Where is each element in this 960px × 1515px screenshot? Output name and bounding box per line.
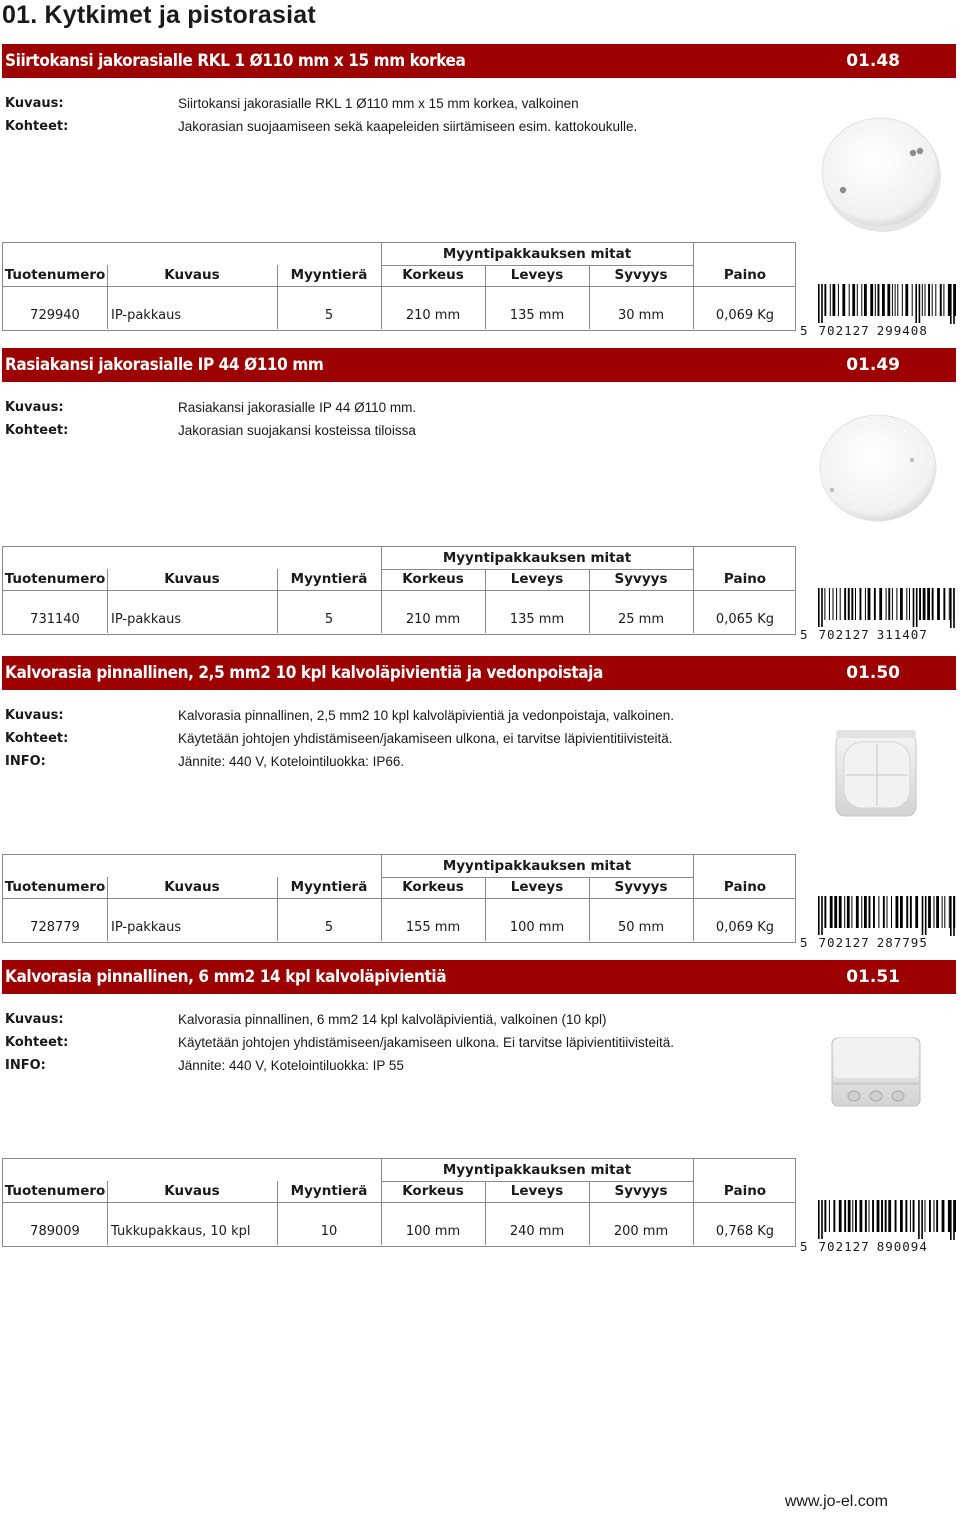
header-korkeus: Korkeus — [402, 571, 464, 587]
header-syvyys: Syvyys — [614, 1183, 668, 1199]
header-myyntiera: Myyntierä — [290, 571, 368, 587]
section-title: Kalvorasia pinnallinen, 6 mm2 14 kpl kalvoläpivientiä — [5, 967, 447, 987]
header-divider — [589, 265, 590, 287]
cell-divider — [485, 591, 486, 633]
cell-myyntiera: 5 — [324, 920, 334, 935]
info-row-kuvaus — [5, 704, 674, 727]
barcode-left-digits: 702127 — [818, 627, 870, 642]
header-divider — [485, 1181, 486, 1203]
cell-divider — [107, 591, 108, 633]
cell-leveys: 100 mm — [509, 920, 565, 935]
header-myyntiera: Myyntierä — [290, 1183, 368, 1199]
spec-header — [2, 242, 796, 287]
cell-divider — [277, 1203, 278, 1245]
cell-divider — [277, 591, 278, 633]
barcode-right-digits: 299408 — [876, 323, 928, 338]
cell-leveys: 135 mm — [509, 308, 565, 323]
cell-divider — [485, 1203, 486, 1245]
header-leveys: Leveys — [510, 571, 564, 587]
info-value-info: Jännite: 440 V, Kotelointiluokka: IP66. — [178, 754, 405, 769]
footer-url[interactable]: www.jo-el.com — [784, 1493, 888, 1510]
header-tuotenumero: Tuotenumero — [4, 879, 106, 895]
header-tuotenumero: Tuotenumero — [4, 1183, 106, 1199]
section-code: 01.49 — [846, 355, 900, 375]
cell-myyntiera: 5 — [324, 612, 334, 627]
info-row-info — [5, 1054, 674, 1077]
barcode-digits — [800, 627, 929, 642]
barcode-right-digits: 890094 — [876, 1239, 928, 1254]
header-paino: Paino — [723, 879, 767, 895]
header-divider — [107, 877, 108, 899]
info-row-kohteet — [5, 1031, 674, 1054]
square-junction-box-with-knockouts-image — [800, 1008, 958, 1160]
header-divider — [693, 1159, 694, 1203]
header-kuvaus: Kuvaus — [164, 571, 220, 587]
barcode-digits — [800, 1239, 929, 1254]
info-row-kohteet — [5, 115, 637, 138]
cell-paino: 0,069 Kg — [715, 920, 775, 935]
header-divider — [277, 265, 278, 287]
barcode — [800, 896, 956, 948]
header-divider — [107, 265, 108, 287]
header-group-label: Myyntipakkauksen mitat — [442, 858, 632, 874]
header-kuvaus: Kuvaus — [164, 1183, 220, 1199]
info-label-info: INFO: — [5, 754, 46, 769]
cell-syvyys: 200 mm — [613, 1224, 669, 1239]
page-title: 01. Kytkimet ja pistorasiat — [2, 1, 316, 29]
spec-table — [2, 546, 796, 634]
barcode-bars — [800, 1200, 956, 1240]
cell-leveys: 135 mm — [509, 612, 565, 627]
section-title: Siirtokansi jakorasialle RKL 1 Ø110 mm x 15 mm korkea — [5, 51, 466, 71]
header-divider — [693, 243, 694, 287]
header-divider — [485, 265, 486, 287]
barcode-lead-digit: 5 — [800, 323, 809, 338]
barcode-right-digits: 311407 — [876, 627, 928, 642]
header-kuvaus: Kuvaus — [164, 879, 220, 895]
cell-divider — [381, 899, 382, 941]
info-label-info: INFO: — [5, 1058, 46, 1073]
section-code: 01.51 — [846, 967, 900, 987]
square-junction-box-with-cross-image — [800, 710, 958, 862]
section-code: 01.50 — [846, 663, 900, 683]
section-title: Kalvorasia pinnallinen, 2,5 mm2 10 kpl kalvoläpivientiä ja vedonpoistaja — [5, 663, 603, 683]
product-image — [800, 92, 958, 244]
header-divider — [107, 1181, 108, 1203]
header-syvyys: Syvyys — [614, 879, 668, 895]
product-section — [0, 44, 960, 344]
cell-divider — [589, 1203, 590, 1245]
cell-myyntiera: 5 — [324, 308, 334, 323]
cell-divider — [277, 899, 278, 941]
header-kuvaus: Kuvaus — [164, 267, 220, 283]
header-syvyys: Syvyys — [614, 267, 668, 283]
header-group-label: Myyntipakkauksen mitat — [442, 1162, 632, 1178]
cell-kuvaus: Tukkupakkaus, 10 kpl — [111, 1224, 251, 1239]
cell-divider — [693, 1203, 694, 1245]
header-divider — [589, 1181, 590, 1203]
header-divider — [485, 877, 486, 899]
header-divider — [589, 569, 590, 591]
cell-tuotenumero: 789009 — [30, 1224, 80, 1239]
info-value-kuvaus: Kalvorasia pinnallinen, 2,5 mm2 10 kpl kalvoläpivientiä ja vedonpoistaja, valkoinen. — [178, 708, 675, 723]
section-code: 01.48 — [846, 51, 900, 71]
header-myyntiera: Myyntierä — [290, 267, 368, 283]
cell-korkeus: 210 mm — [405, 612, 461, 627]
barcode-lead-digit: 5 — [800, 627, 809, 642]
cell-divider — [381, 591, 382, 633]
section-header — [2, 348, 956, 382]
info-value-kohteet: Käytetään johtojen yhdistämiseen/jakamiseen ulkona, ei tarvitse läpivientitiivisteitä. — [178, 731, 673, 746]
cell-divider — [107, 287, 108, 329]
cell-divider — [589, 287, 590, 329]
info-row-info — [5, 750, 674, 773]
info-row-kuvaus — [5, 1008, 674, 1031]
header-group-label: Myyntipakkauksen mitat — [442, 550, 632, 566]
header-divider — [381, 855, 382, 899]
info-row-kohteet — [5, 419, 416, 442]
barcode-lead-digit: 5 — [800, 935, 809, 950]
cell-korkeus: 155 mm — [405, 920, 461, 935]
barcode-bars — [800, 284, 956, 324]
product-image — [800, 398, 958, 550]
info-label-kuvaus: Kuvaus: — [5, 96, 64, 111]
header-leveys: Leveys — [510, 1183, 564, 1199]
cell-paino: 0,065 Kg — [715, 612, 775, 627]
cell-paino: 0,069 Kg — [715, 308, 775, 323]
round-cover-plain-image — [800, 398, 958, 550]
header-paino: Paino — [723, 571, 767, 587]
header-divider — [693, 547, 694, 591]
header-korkeus: Korkeus — [402, 879, 464, 895]
table-row — [2, 898, 796, 943]
header-korkeus: Korkeus — [402, 1183, 464, 1199]
barcode — [800, 284, 956, 336]
cell-leveys: 240 mm — [509, 1224, 565, 1239]
barcode — [800, 1200, 956, 1252]
spec-header — [2, 854, 796, 899]
cell-myyntiera: 10 — [320, 1224, 338, 1239]
cell-divider — [107, 1203, 108, 1245]
info-block — [5, 396, 416, 442]
info-row-kuvaus — [5, 396, 416, 419]
info-value-info: Jännite: 440 V, Kotelointiluokka: IP 55 — [178, 1058, 404, 1073]
cell-divider — [693, 287, 694, 329]
info-value-kuvaus: Kalvorasia pinnallinen, 6 mm2 14 kpl kalvoläpivientiä, valkoinen (10 kpl) — [178, 1012, 607, 1027]
header-divider — [381, 547, 382, 591]
table-row — [2, 1202, 796, 1247]
spec-header — [2, 546, 796, 591]
info-block — [5, 1008, 674, 1077]
cell-tuotenumero: 731140 — [30, 612, 80, 627]
barcode-left-digits: 702127 — [818, 1239, 870, 1254]
cell-divider — [589, 591, 590, 633]
section-header — [2, 656, 956, 690]
header-divider — [589, 877, 590, 899]
cell-kuvaus: IP-pakkaus — [111, 308, 182, 323]
info-label-kuvaus: Kuvaus: — [5, 1012, 64, 1027]
barcode-bars — [800, 588, 956, 628]
cell-divider — [381, 287, 382, 329]
table-row — [2, 590, 796, 635]
info-label-kohteet: Kohteet: — [5, 119, 69, 134]
barcode-bars — [800, 896, 956, 936]
spec-header — [2, 1158, 796, 1203]
info-value-kuvaus: Rasiakansi jakorasialle IP 44 Ø110 mm. — [178, 400, 417, 415]
cell-divider — [485, 899, 486, 941]
cell-syvyys: 50 mm — [617, 920, 664, 935]
barcode-left-digits: 702127 — [818, 323, 870, 338]
cell-kuvaus: IP-pakkaus — [111, 920, 182, 935]
cell-syvyys: 25 mm — [617, 612, 664, 627]
round-cover-with-screws-image — [800, 92, 958, 244]
info-value-kohteet: Jakorasian suojaamiseen sekä kaapeleiden siirtämiseen esim. kattokoukulle. — [178, 119, 638, 134]
info-block — [5, 704, 674, 773]
cell-divider — [107, 899, 108, 941]
header-divider — [277, 1181, 278, 1203]
header-paino: Paino — [723, 1183, 767, 1199]
info-row-kohteet — [5, 727, 674, 750]
cell-tuotenumero: 729940 — [30, 308, 80, 323]
spec-table — [2, 1158, 796, 1246]
info-value-kohteet: Jakorasian suojakansi kosteissa tiloissa — [178, 423, 416, 438]
header-myyntiera: Myyntierä — [290, 879, 368, 895]
product-section — [0, 656, 960, 956]
section-title: Rasiakansi jakorasialle IP 44 Ø110 mm — [5, 355, 324, 375]
cell-divider — [381, 1203, 382, 1245]
table-row — [2, 286, 796, 331]
header-divider — [277, 877, 278, 899]
info-row-kuvaus — [5, 92, 637, 115]
cell-divider — [693, 591, 694, 633]
cell-tuotenumero: 728779 — [30, 920, 80, 935]
cell-divider — [277, 287, 278, 329]
barcode-right-digits: 287795 — [876, 935, 928, 950]
info-label-kohteet: Kohteet: — [5, 423, 69, 438]
product-section — [0, 960, 960, 1260]
header-divider — [277, 569, 278, 591]
product-section — [0, 348, 960, 648]
info-block — [5, 92, 637, 138]
header-divider — [381, 243, 382, 287]
header-divider — [485, 569, 486, 591]
cell-kuvaus: IP-pakkaus — [111, 612, 182, 627]
info-label-kohteet: Kohteet: — [5, 1035, 69, 1050]
section-header — [2, 44, 956, 78]
cell-syvyys: 30 mm — [617, 308, 664, 323]
spec-table — [2, 854, 796, 942]
barcode-left-digits: 702127 — [818, 935, 870, 950]
header-paino: Paino — [723, 267, 767, 283]
header-divider — [693, 855, 694, 899]
cell-korkeus: 100 mm — [405, 1224, 461, 1239]
header-syvyys: Syvyys — [614, 571, 668, 587]
info-label-kohteet: Kohteet: — [5, 731, 69, 746]
section-header — [2, 960, 956, 994]
barcode-digits — [800, 323, 929, 338]
cell-paino: 0,768 Kg — [715, 1224, 775, 1239]
header-divider — [107, 569, 108, 591]
barcode-digits — [800, 935, 929, 950]
product-image — [800, 710, 958, 862]
spec-table — [2, 242, 796, 330]
header-tuotenumero: Tuotenumero — [4, 571, 106, 587]
info-value-kohteet: Käytetään johtojen yhdistämiseen/jakamiseen ulkona. Ei tarvitse läpivientitiivisteitä. — [178, 1035, 675, 1050]
header-leveys: Leveys — [510, 879, 564, 895]
product-image — [800, 1008, 958, 1160]
header-group-label: Myyntipakkauksen mitat — [442, 246, 632, 262]
header-tuotenumero: Tuotenumero — [4, 267, 106, 283]
barcode-lead-digit: 5 — [800, 1239, 809, 1254]
cell-divider — [485, 287, 486, 329]
header-korkeus: Korkeus — [402, 267, 464, 283]
barcode — [800, 588, 956, 640]
cell-divider — [589, 899, 590, 941]
info-label-kuvaus: Kuvaus: — [5, 708, 64, 723]
header-leveys: Leveys — [510, 267, 564, 283]
info-value-kuvaus: Siirtokansi jakorasialle RKL 1 Ø110 mm x 15 mm korkea, valkoinen — [178, 96, 579, 111]
info-label-kuvaus: Kuvaus: — [5, 400, 64, 415]
cell-korkeus: 210 mm — [405, 308, 461, 323]
header-divider — [381, 1159, 382, 1203]
cell-divider — [693, 899, 694, 941]
